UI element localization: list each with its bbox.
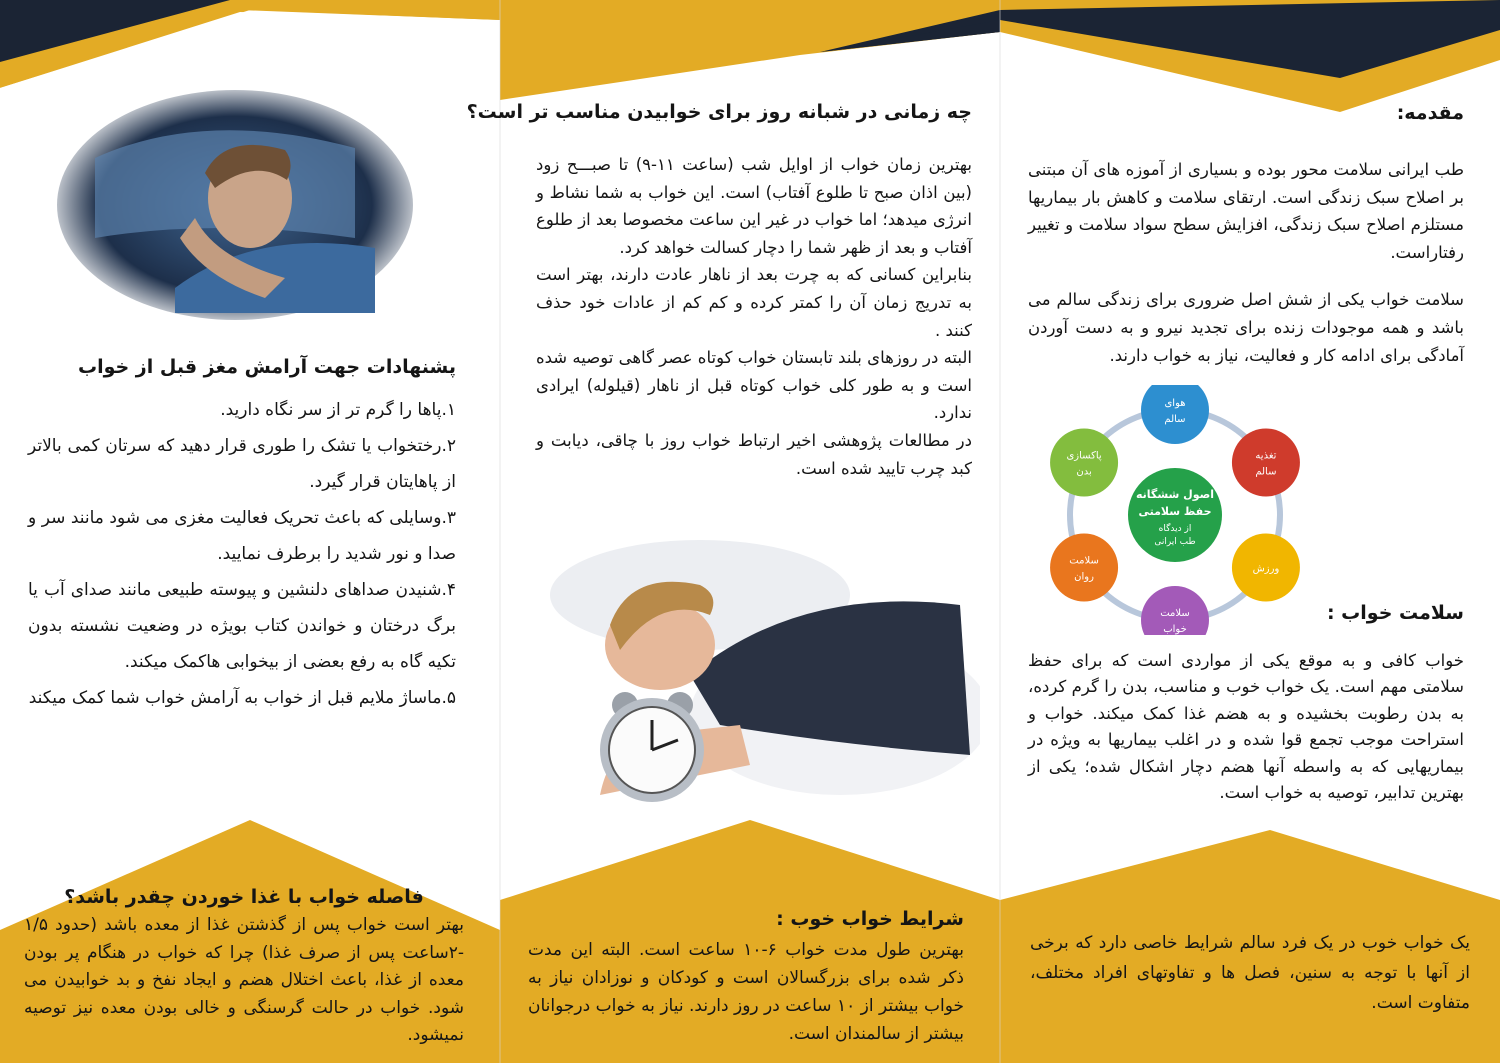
middle-panel-text [466, 97, 972, 482]
wheel-item-label: تغذیه [1255, 450, 1277, 462]
tip-item-2: ۲.رختخواب یا تشک را طوری قرار دهید که سرتان کمی بالاتر از پاهایتان قرار گیرد. [28, 436, 456, 492]
good-sleep-conditions-paragraph: بهترین طول مدت خواب ۶-۱۰ ساعت است. البته این مدت ذکر شده برای بزرگسالان است و کودکان و نوزادان نیاز به خواب بیشتر از ۱۰ ساعت در روز دارند. نیاز به خواب درجوانان بیشتر از سالمندان است. [528, 940, 965, 1044]
bottom-good-sleep-paragraph: یک خواب خوب در یک فرد سالم شرایط خاصی دارد که برخی از آنها با توجه به سنین، فصل ها و تفاوتهای افراد مختلف، متفاوت است. [1030, 933, 1470, 1013]
sleep-health-heading: سلامت خواب : [1326, 602, 1464, 624]
right-panel-bottom [1030, 928, 1470, 1018]
tip-item-4: ۴.شنیدن صداهای دلنشین و پیوسته طبیعی مانند صدای آب یا برگ درختان و خواندن کتاب بویژه در وضعیت نشسته بدون تکیه گاه به رفع بعضی از بیخوابی هاکمک میکند. [28, 580, 456, 672]
sleep-health-paragraph: خواب کافی و به موقع یکی از مواردی است که برای حفظ سلامتی مهم است. یک خواب خوب و مناسب، بدن را گرم کرده، به بدن رطوبت بخشیده و به هضم غذا کمک میکند. خواب و استراحت موجب تجمع قوا شده و در اغلب بیماریها به ویژه در بیماریهایی که به واسطه آنها هضم دچار اشکال شده؛ یکی از بهترین تدابیر، توصیه به خواب است. [1028, 651, 1464, 803]
sleeping-man-alarm-photo [540, 525, 980, 815]
tip-item-3: ۳.وسایلی که باعث تحریک فعالیت مغزی می شود مانند سر و صدا و نور شدید را برطرف نمایید. [28, 508, 456, 564]
left-panel-bottom [24, 882, 464, 1050]
tip-item-1: ۱.پاها را گرم تر از سر نگاه دارید. [220, 400, 456, 420]
tip-item-5: ۵.ماساژ ملایم قبل از خواب به آرامش خواب شما کمک میکند [28, 688, 456, 708]
best-sleep-time-heading: چه زمانی در شبانه روز برای خوابیدن مناسب تر است؟ [466, 101, 972, 123]
best-sleep-time-paragraph-1: بهترین زمان خواب از اوایل شب (ساعت ۱۱-۹) تا صبـــح زود (بین اذان صبح تا طلوع آفتاب) است. این خواب به شما نشاط و انرژی میدهد؛ اما خواب در غیر این ساعت مخصوصا بعد از طلوع آفتاب و بعد از ظهر شما را دچار کسالت خواهد کرد. [536, 155, 972, 257]
sleeping-man-night-photo [55, 88, 415, 323]
wheel-item-label: سالم [1255, 466, 1277, 478]
wheel-center-line2: حفظ سلامتی [1138, 505, 1212, 518]
wheel-item-label: سلامت [1160, 608, 1190, 619]
wheel-center-line3: از دیدگاه [1158, 524, 1192, 534]
wheel-item-label: ورزش [1252, 563, 1280, 575]
best-sleep-time-paragraph-2: بنابراین کسانی که به چرت بعد از ناهار عادت دارند، بهتر است به تدریج زمان آن را کمتر کرده و کم کم از عادات خود حذف کنند . [536, 265, 972, 340]
left-panel-tips [28, 352, 456, 716]
wheel-item-label: هوای [1164, 398, 1186, 409]
wheel-item-label: خواب [1163, 624, 1187, 635]
wheel-item-circle [1050, 429, 1118, 497]
wheel-item-label: پاکسازی [1066, 450, 1102, 462]
wheel-item-label: روان [1074, 571, 1094, 583]
intro-paragraph-2: سلامت خواب یکی از شش اصل ضروری برای زندگی سالم می باشد و همه موجودات زنده برای تجدید نیرو و به دست آوردن آمادگی برای ادامه کار و فعالیت، نیاز به خواب دارند. [1028, 290, 1464, 365]
good-sleep-conditions-heading: شرایط خواب خوب : [776, 908, 964, 930]
wheel-item-circle [1050, 534, 1118, 602]
sleep-food-gap-heading: فاصله خواب با غذا خوردن چقدر باشد؟ [64, 886, 424, 908]
right-panel-sleep-health [1028, 598, 1464, 806]
sleep-food-gap-paragraph: بهتر است خواب پس از گذشتن غذا از معده باشد (حدود ۱/۵ -۲ساعت پس از صرف غذا) چرا که خواب در هنگام پر بودن معده از غذا، باعث اختلال هضم و ایجاد نفخ و بد خوابیدن می شود. خواب در حالت گرسنگی و خالی بودن معده نیز توصیه نمیشود. [24, 915, 464, 1045]
top-mid-gold [500, 0, 1000, 100]
right-panel-intro [1028, 98, 1464, 369]
wheel-item-label: بدن [1076, 466, 1092, 478]
wheel-center-line4: طب ایرانی [1154, 537, 1196, 547]
wheel-item-label: سلامت [1069, 555, 1099, 567]
best-sleep-time-paragraph-4: در مطالعات پژوهشی اخیر ارتباط خواب روز با چاقی، دیابت و کبد چرب تایید شده است. [536, 430, 972, 478]
wheel-item-label: سالم [1164, 414, 1186, 425]
intro-paragraph-1: طب ایرانی سلامت محور بوده و بسیاری از آموزه های آن مبتنی بر اصلاح سبک زندگی است. ارتقای سلامت و کاهش بار بیماریها مستلزم اصلاح سبک زندگی، افزایش سطح سواد سلامت و تغییر رفتاراست. [1028, 160, 1464, 262]
wheel-item-circle [1232, 429, 1300, 497]
intro-heading: مقدمه: [1396, 102, 1464, 124]
wheel-center-line1: اصول ششگانه [1135, 488, 1215, 501]
best-sleep-time-paragraph-3: البته در روزهای بلند تابستان خواب کوتاه عصر گاهی توصیه شده است و به طور کلی خواب کوتاه قبل از ناهار (قیلوله) ایرادی ندارد. [536, 348, 972, 423]
middle-panel-bottom [528, 904, 964, 1048]
calm-brain-tips-heading: پشنهادات جهت آرامش مغز قبل از خواب [77, 356, 456, 378]
